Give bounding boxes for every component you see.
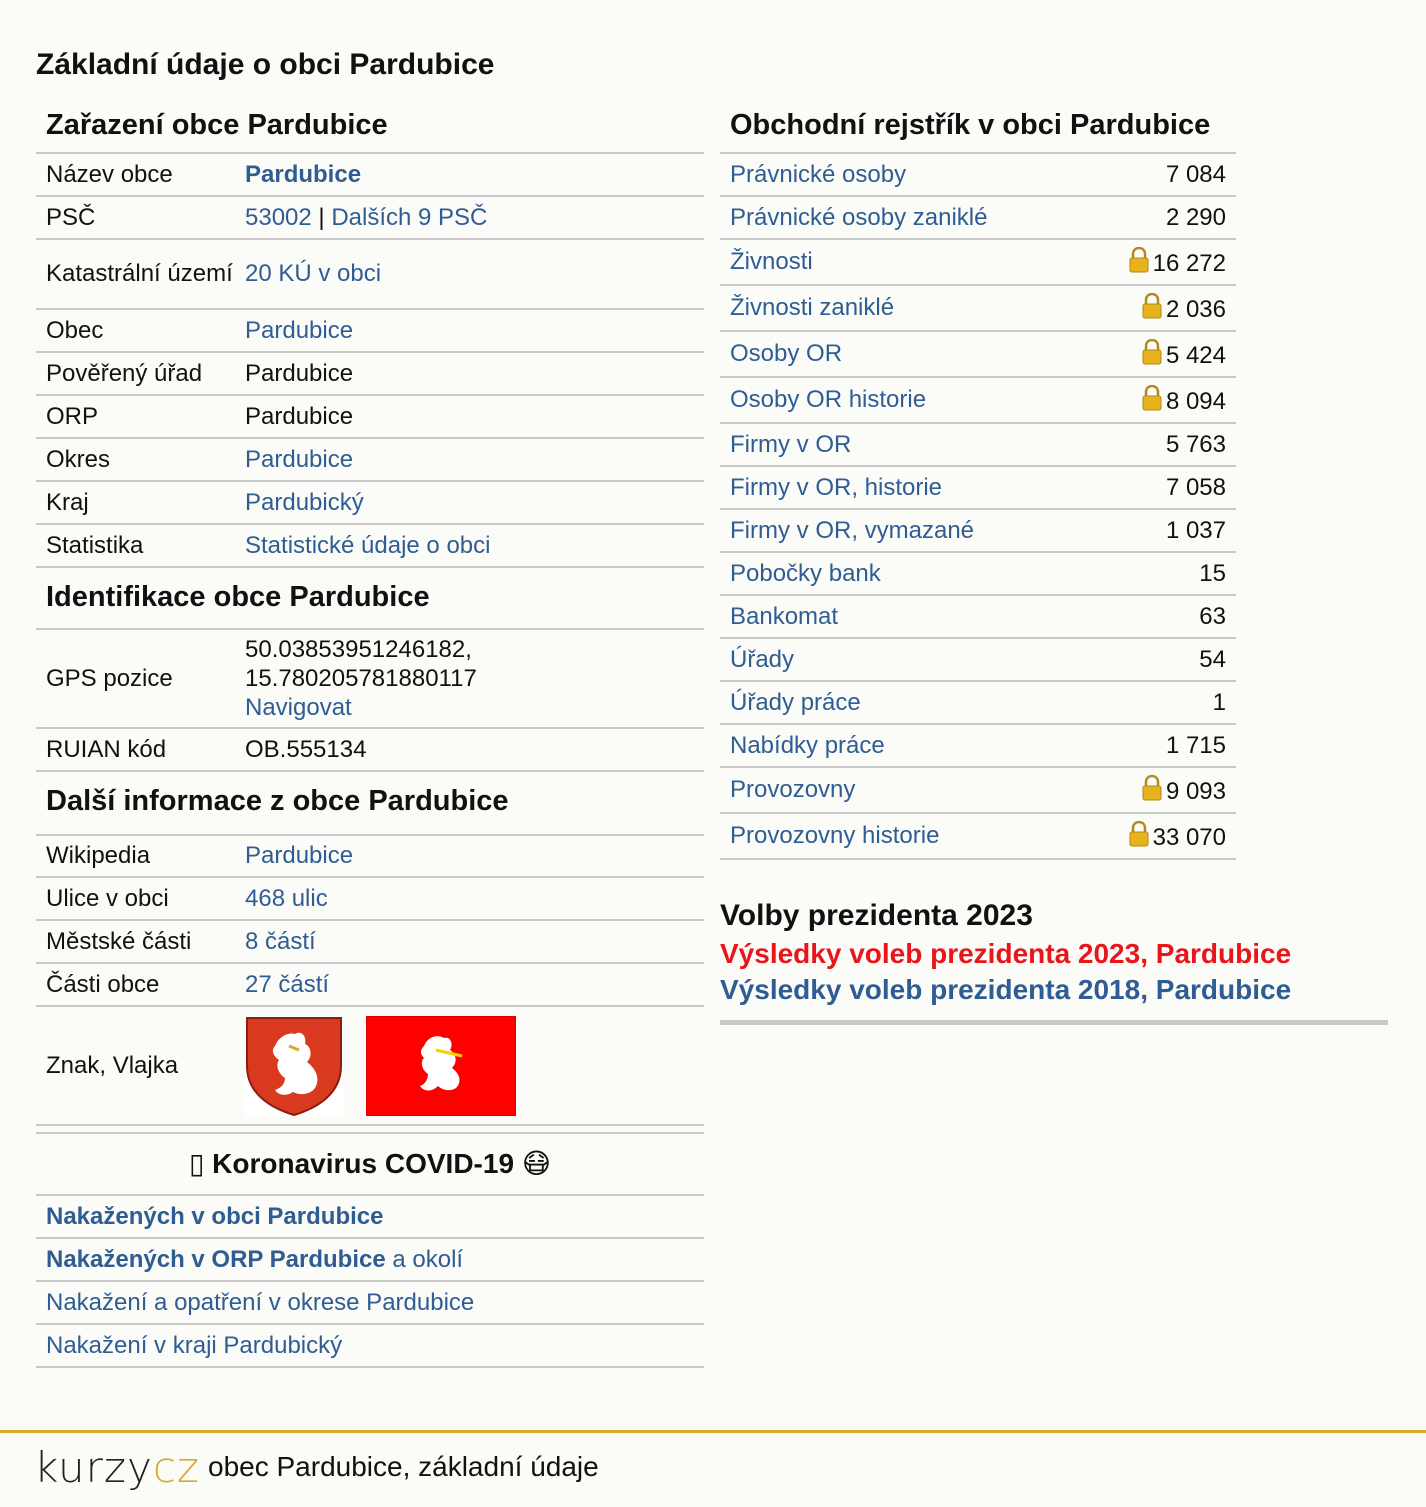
or-row-value <box>1083 331 1236 377</box>
or-value-text: 8 094 <box>1165 387 1226 415</box>
or-row-value <box>1083 509 1236 552</box>
row-key: Okres <box>36 438 235 481</box>
ruian-value: OB.555134 <box>235 728 704 771</box>
table-row <box>720 767 1236 813</box>
or-value-text: 63 <box>1199 602 1226 630</box>
navigovat-link[interactable]: Navigovat <box>245 694 352 721</box>
or-row-link[interactable]: Úřady <box>730 645 795 673</box>
row-key: Ulice v obci <box>36 877 235 920</box>
row-key: RUIAN kód <box>36 728 235 771</box>
table-row <box>36 963 704 1006</box>
or-row-link[interactable]: Právnické osoby <box>730 160 907 188</box>
table-row <box>720 153 1236 196</box>
table-row <box>36 239 704 309</box>
table-row <box>36 309 704 352</box>
or-value-text: 16 272 <box>1152 249 1226 277</box>
row-key: Wikipedia <box>36 835 235 877</box>
flag-image[interactable] <box>366 1016 516 1116</box>
psc-link[interactable]: 53002 <box>245 203 312 231</box>
or-row-value <box>1083 595 1236 638</box>
table-row <box>720 509 1236 552</box>
covid-kraj-link[interactable]: Nakažení v kraji Pardubický <box>46 1331 343 1359</box>
or-value-text: 5 424 <box>1165 341 1226 369</box>
table-row <box>720 196 1236 239</box>
or-row-value <box>1083 724 1236 767</box>
covid-orp-rest: a okolí <box>385 1245 464 1273</box>
table-row <box>720 813 1236 859</box>
volby-2018-link[interactable]: Výsledky voleb prezidenta 2018, Pardubice <box>720 974 1292 1005</box>
covid-title-text: Koronavirus COVID-19 <box>212 1148 515 1179</box>
covid-obec-link[interactable]: Nakažených v obci Pardubice <box>46 1202 384 1230</box>
covid-table <box>36 1194 704 1368</box>
casti-obce-link[interactable]: 27 částí <box>245 970 330 998</box>
mestske-casti-link[interactable]: 8 částí <box>245 927 316 955</box>
table-row <box>720 595 1236 638</box>
row-key: Části obce <box>36 963 235 1006</box>
or-value-text: 7 084 <box>1165 160 1226 188</box>
divider <box>720 1020 1388 1025</box>
table-row <box>720 681 1236 724</box>
lock-icon <box>1142 778 1166 805</box>
table-row <box>720 239 1236 285</box>
table-row <box>36 877 704 920</box>
coat-of-arms-image[interactable] <box>245 1016 343 1116</box>
table-row <box>36 1006 704 1125</box>
table-row <box>36 352 704 395</box>
covid-okres-link[interactable]: Nakažení a opatření v okrese Pardubice <box>46 1288 475 1316</box>
or-row-value <box>1083 681 1236 724</box>
table-row <box>36 524 704 567</box>
or-row-link[interactable]: Provozovny historie <box>730 822 940 849</box>
table-row <box>36 153 704 196</box>
volby-2023-link[interactable]: Výsledky voleb prezidenta 2023, Pardubice <box>720 938 1292 969</box>
page-title: Základní údaje o obci Pardubice <box>36 48 495 81</box>
row-key: Statistika <box>36 524 235 567</box>
or-value-text: 9 093 <box>1165 777 1226 805</box>
table-row <box>36 1281 704 1324</box>
covid-orp-bold: Nakažených v ORP Pardubice <box>46 1245 386 1273</box>
row-key: ORP <box>36 395 235 438</box>
or-value-text: 5 763 <box>1165 430 1226 458</box>
table-row <box>720 552 1236 595</box>
table-row <box>720 638 1236 681</box>
table-row <box>36 481 704 524</box>
or-row-value <box>1083 285 1236 331</box>
row-key: Katastrální území <box>36 239 235 309</box>
wikipedia-link[interactable]: Pardubice <box>245 842 354 869</box>
or-row-link[interactable]: Firmy v OR <box>730 430 852 458</box>
psc-separator: | <box>311 203 332 231</box>
or-row-link[interactable]: Osoby OR <box>730 340 843 367</box>
obchodni-title: Obchodní rejstřík v obci Pardubice <box>730 109 1211 141</box>
table-row <box>720 423 1236 466</box>
or-row-link[interactable]: Provozovny <box>730 776 856 803</box>
or-value-text: 2 290 <box>1165 203 1226 231</box>
or-value-text: 1 <box>1212 688 1226 716</box>
or-row-value <box>1083 466 1236 509</box>
volby-section <box>720 896 1388 1025</box>
or-value-text: 1 715 <box>1165 731 1226 759</box>
or-value-text: 2 036 <box>1165 295 1226 323</box>
row-key: Městské části <box>36 920 235 963</box>
okres-link[interactable]: Pardubice <box>245 445 354 473</box>
table-row <box>720 466 1236 509</box>
or-row-link[interactable]: Pobočky bank <box>730 559 881 587</box>
footer <box>0 1430 1426 1507</box>
kurzy-logo[interactable]: kurzycz <box>34 1443 200 1492</box>
gps-longitude: 15.780205781880117 <box>245 665 477 692</box>
identifikace-table <box>36 628 704 772</box>
dalsi-psc-link[interactable]: Dalších 9 PSČ <box>331 203 488 231</box>
or-row-value <box>1083 813 1236 859</box>
nazev-obce-link[interactable]: Pardubice <box>245 160 362 188</box>
row-value: Pardubice <box>235 395 704 438</box>
footer-text: obec Pardubice, základní údaje <box>208 1451 599 1482</box>
table-row <box>36 728 704 771</box>
or-value-text: 1 037 <box>1165 516 1226 544</box>
or-row-link[interactable]: Firmy v OR, historie <box>730 473 943 501</box>
table-row <box>36 835 704 877</box>
face-mask-icon: 😷 <box>521 1148 552 1179</box>
or-row-link[interactable]: Právnické osoby zaniklé <box>730 203 988 231</box>
or-value-text: 33 070 <box>1152 823 1226 851</box>
or-row-value <box>1083 423 1236 466</box>
or-row-value <box>1083 552 1236 595</box>
row-key: PSČ <box>36 196 235 239</box>
zarazeni-table <box>36 152 704 568</box>
row-key: Název obce <box>36 153 235 196</box>
table-row <box>720 377 1236 423</box>
lock-icon <box>1142 342 1166 369</box>
or-value-text: 15 <box>1199 559 1226 587</box>
row-key: Obec <box>36 309 235 352</box>
row-key: Pověřený úřad <box>36 352 235 395</box>
row-key: GPS pozice <box>36 629 235 728</box>
covid-title <box>36 1132 704 1194</box>
lock-icon <box>1142 388 1166 415</box>
right-column <box>720 100 1388 860</box>
row-key: Kraj <box>36 481 235 524</box>
or-row-link[interactable]: Osoby OR historie <box>730 386 927 413</box>
table-row <box>36 920 704 963</box>
dalsi-table <box>36 834 704 1126</box>
table-row <box>720 285 1236 331</box>
covid-orp-link[interactable] <box>46 1246 463 1273</box>
zarazeni-title: Zařazení obce Pardubice <box>46 109 388 141</box>
table-row <box>36 395 704 438</box>
row-key: Znak, Vlajka <box>36 1006 235 1125</box>
lock-icon <box>1129 824 1153 851</box>
or-value-text: 7 058 <box>1165 473 1226 501</box>
or-row-value <box>1083 239 1236 285</box>
lock-icon <box>1142 296 1166 323</box>
table-row <box>36 1324 704 1367</box>
gps-latitude: 50.03853951246182, <box>245 636 472 663</box>
obec-link[interactable]: Pardubice <box>245 316 354 344</box>
or-row-value <box>1083 767 1236 813</box>
or-row-link[interactable]: Živnosti zaniklé <box>730 294 895 321</box>
katastralni-uzemi-link[interactable]: 20 KÚ v obci <box>245 260 382 287</box>
kraj-link[interactable]: Pardubický <box>245 488 364 516</box>
covid-prefix-glyph: ▯ <box>188 1148 205 1179</box>
table-row <box>720 331 1236 377</box>
or-row-link[interactable]: Nabídky práce <box>730 731 885 759</box>
or-row-link[interactable]: Firmy v OR, vymazané <box>730 516 975 544</box>
lock-icon <box>1129 250 1153 277</box>
volby-title: Volby prezidenta 2023 <box>720 899 1033 932</box>
or-row-link[interactable]: Bankomat <box>730 602 839 630</box>
or-row-value <box>1083 377 1236 423</box>
table-row <box>36 1195 704 1238</box>
statistika-link[interactable]: Statistické údaje o obci <box>245 531 491 559</box>
table-row <box>36 438 704 481</box>
table-row <box>36 1238 704 1281</box>
or-row-link[interactable]: Živnosti <box>730 248 813 275</box>
obchodni-table <box>720 152 1236 860</box>
or-row-link[interactable]: Úřady práce <box>730 688 861 716</box>
row-value: Pardubice <box>235 352 704 395</box>
table-row <box>36 629 704 728</box>
or-row-value <box>1083 638 1236 681</box>
identifikace-title: Identifikace obce Pardubice <box>46 581 430 613</box>
ulice-link[interactable]: 468 ulic <box>245 884 328 912</box>
table-row <box>720 724 1236 767</box>
left-column <box>36 100 704 1368</box>
or-row-value <box>1083 196 1236 239</box>
or-row-value <box>1083 153 1236 196</box>
or-value-text: 54 <box>1199 645 1226 673</box>
table-row <box>36 196 704 239</box>
dalsi-title: Další informace z obce Pardubice <box>46 785 509 817</box>
